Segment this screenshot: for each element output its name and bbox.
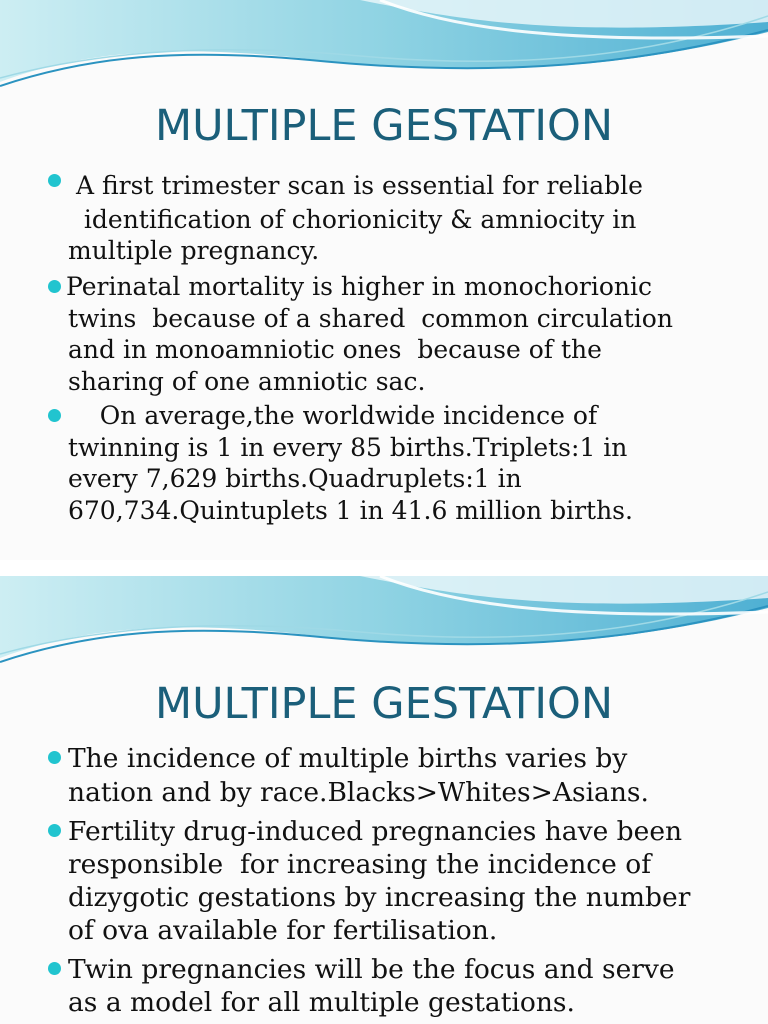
bullet-dot-icon	[48, 409, 61, 422]
bullet-text-line: Fertility drug-induced pregnancies have been	[68, 816, 683, 847]
slide-2	[0, 576, 768, 1024]
slide-separator	[0, 560, 768, 576]
bullet-text-line: and in monoamniotic ones because of the	[68, 335, 602, 364]
bullet-item	[0, 815, 768, 955]
bullet-dot-icon	[48, 280, 61, 293]
bullet-item	[0, 742, 768, 822]
bullet-text-line: multiple pregnancy.	[68, 236, 320, 265]
bullet-text-line: nation and by race.Blacks>Whites>Asians.	[68, 777, 649, 808]
bullet-dot-icon	[48, 962, 61, 975]
bullet-text-line: as a model for all multiple gestations.	[68, 987, 575, 1018]
wave-header-decoration	[0, 0, 768, 90]
bullet-dot-icon	[48, 751, 61, 764]
bullet-text-line: dizygotic gestations by increasing the number	[68, 882, 691, 913]
bullet-text-line: Twin pregnancies will be the focus and serve	[68, 954, 675, 985]
bullet-text-line: twinning is 1 in every 85 births.Triplets:1 in	[68, 433, 628, 462]
wave-header-decoration	[0, 576, 768, 666]
bullet-dot-icon	[48, 824, 61, 837]
bullet-item	[0, 953, 768, 1023]
bullet-dot-icon	[48, 174, 61, 187]
bullet-item	[0, 400, 768, 550]
bullet-text-line: The incidence of multiple births varies by	[68, 743, 628, 774]
bullet-text-line: every 7,629 births.Quadruplets:1 in	[68, 464, 522, 493]
bullet-text-line: sharing of one amniotic sac.	[68, 367, 426, 396]
bullet-text-line: On average,the worldwide incidence of	[68, 401, 598, 430]
slide-title: MULTIPLE GESTATION	[154, 679, 614, 729]
bullet-text-line: twins because of a shared common circulation	[68, 304, 673, 333]
bullet-text-line: 670,734.Quintuplets 1 in 41.6 million births.	[68, 496, 633, 525]
bullet-item	[0, 271, 768, 421]
bullet-text-line: of ova available for fertilisation.	[68, 915, 498, 946]
bullet-text-line: identification of chorionicity & amniocity in	[68, 205, 637, 234]
slide-title: MULTIPLE GESTATION	[154, 101, 614, 151]
bullet-text-line: A first trimester scan is essential for reliable	[68, 171, 643, 200]
bullet-text-line: responsible for increasing the incidence of	[68, 849, 651, 880]
bullet-text-line: Perinatal mortality is higher in monochorionic	[66, 272, 652, 301]
